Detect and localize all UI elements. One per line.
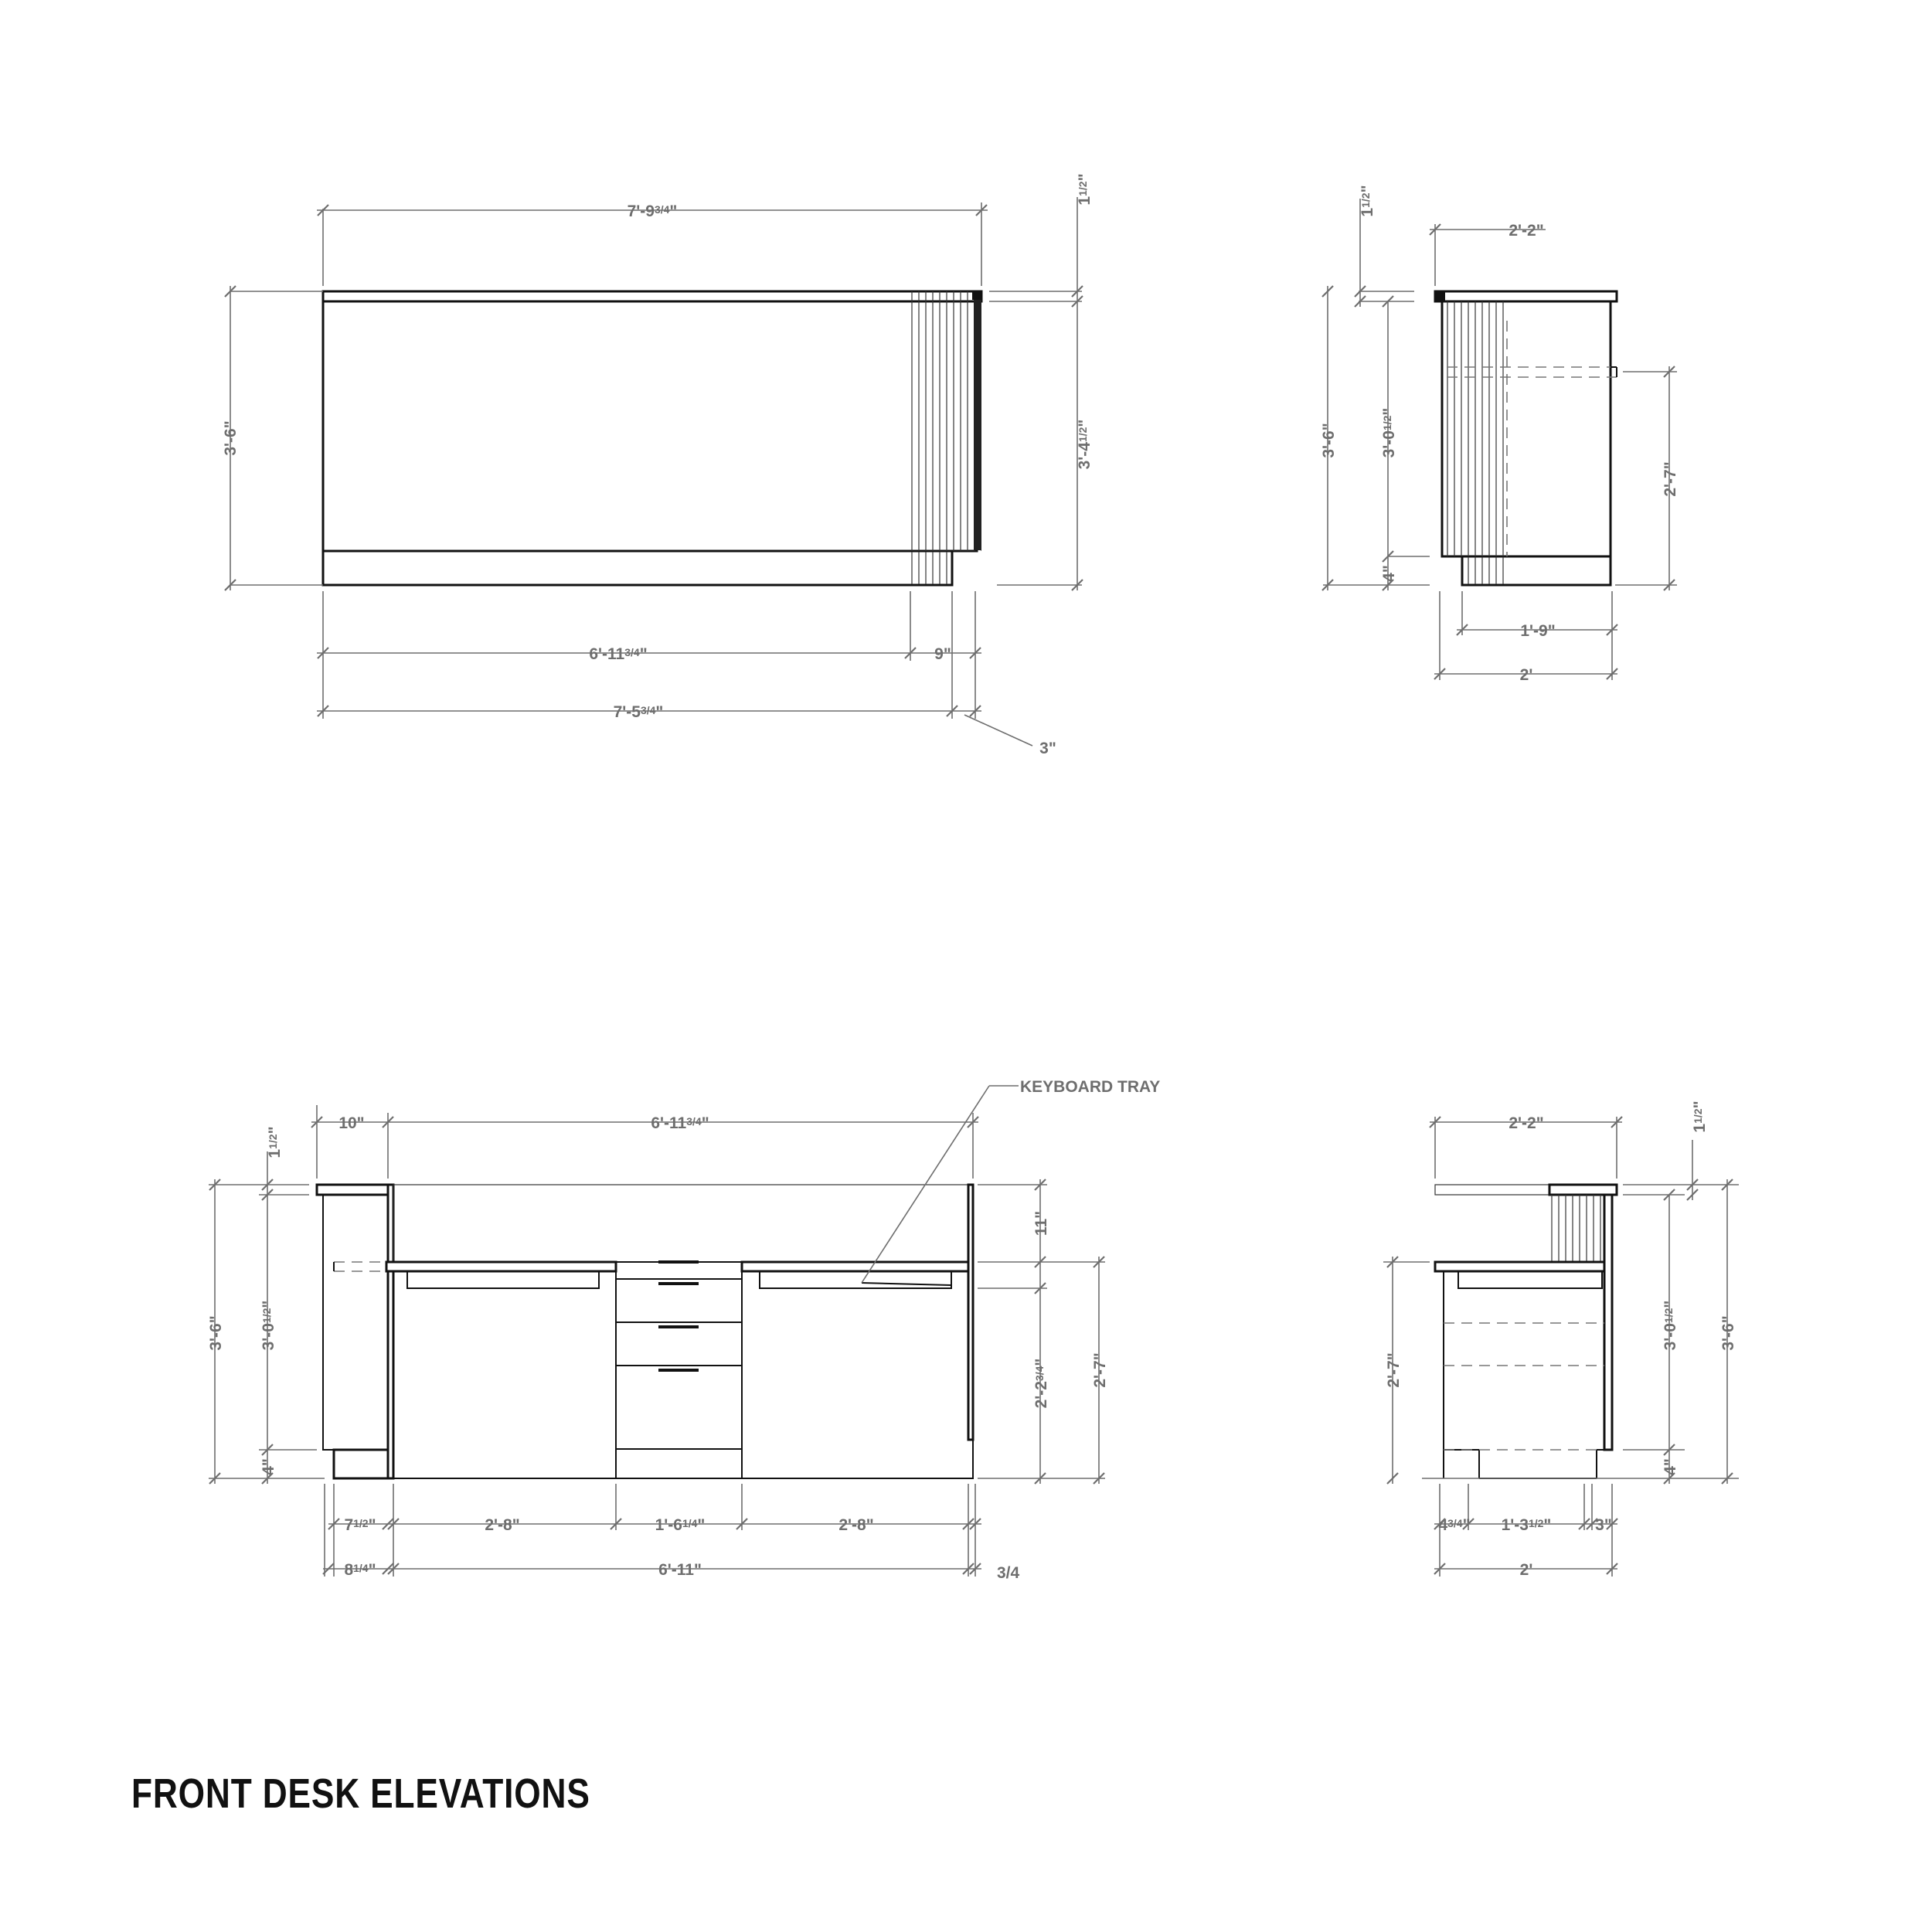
svg-text:71/2": 71/2": [344, 1516, 376, 1534]
dim-sb-height: 3'-6": [1719, 1315, 1737, 1351]
dim-sb-panel: 3": [1595, 1516, 1612, 1534]
dim-back-return-base: 7: [344, 1516, 354, 1534]
dim-back-drawer-bay-frac: 1/4: [682, 1517, 698, 1529]
dim-sb-setback: 4: [1438, 1516, 1448, 1534]
dim-front-base-frac: 3/4: [624, 646, 640, 658]
side-elevation-back: [1435, 1185, 1617, 1478]
dim-sb-body: 3'-0: [1662, 1323, 1679, 1351]
svg-text:11/2": 11/2": [266, 1126, 284, 1158]
sheet-title: FRONT DESK ELEVATIONS: [131, 1770, 590, 1817]
dim-sb-depth: 2': [1519, 1561, 1533, 1579]
dim-side-body: 3'-0: [1380, 430, 1398, 458]
dim-back-bay-left: 2'-8": [485, 1516, 520, 1534]
dim-front-fluted: 9": [934, 645, 951, 663]
dim-back-work: 6'-11: [651, 1114, 687, 1132]
dim-back-top-frac: 1/2: [267, 1134, 279, 1149]
svg-text:43/4": 43/4": [1438, 1516, 1471, 1534]
dim-sb-base-depth-frac: 1/2: [1528, 1517, 1544, 1529]
dim-back-knee-frac: 3/4: [1033, 1366, 1046, 1382]
dim-back-drawer-bay: 1'-6: [655, 1516, 682, 1534]
svg-text:11/2": 11/2": [1691, 1100, 1709, 1133]
dim-back-work-height: 2'-7": [1091, 1352, 1109, 1388]
dim-side-body-frac: 1/2: [1381, 415, 1393, 431]
dim-sb-toekick: 4": [1662, 1458, 1679, 1475]
svg-text:11/2": 11/2": [1076, 173, 1094, 206]
dim-overall-top-frac: 3/4: [654, 203, 670, 216]
dim-sb-top-frac: 1/2: [1692, 1108, 1704, 1124]
dim-back-bay-right: 2'-8": [838, 1516, 874, 1534]
dim-front-overhang: 3": [1039, 740, 1056, 757]
svg-text:3'-41/2": 3'-41/2": [1076, 419, 1094, 470]
dim-side-base-depth: 1'-9": [1520, 622, 1556, 640]
svg-text:1'-61/4": 1'-61/4": [655, 1516, 706, 1534]
dim-side-depth: 2': [1519, 666, 1533, 684]
dim-front-overall-bottom: 7'-5: [613, 703, 641, 721]
svg-text:7'-53/4": 7'-53/4": [613, 703, 664, 721]
svg-text:1'-31/2": 1'-31/2": [1501, 1516, 1552, 1534]
dim-back-work-frac: 3/4: [686, 1115, 702, 1128]
dim-back-return-overall: 8: [344, 1561, 354, 1579]
dim-sb-top: 1: [1691, 1123, 1709, 1133]
svg-text:3'-01/2": 3'-01/2": [1380, 407, 1398, 458]
dim-sb-base-depth: 1'-3: [1501, 1516, 1529, 1534]
dim-back-body: 3'-0: [260, 1323, 277, 1351]
dim-back-body-frac: 1/2: [260, 1308, 273, 1324]
dim-front-overall-bottom-frac: 3/4: [640, 704, 656, 716]
back-dimensions: [207, 1078, 1160, 1582]
dim-side-width: 2'-2": [1509, 222, 1544, 240]
dim-back-return-base-frac: 1/2: [353, 1517, 369, 1529]
svg-text:81/4": 81/4": [344, 1561, 376, 1579]
dim-back-base-overall: 6'-11": [658, 1561, 702, 1579]
dim-sb-body-frac: 1/2: [1662, 1308, 1675, 1324]
svg-text:11/2": 11/2": [1359, 185, 1376, 217]
svg-text:6'-113/4": 6'-113/4": [589, 645, 648, 663]
dim-overall-top: 7'-9: [627, 202, 655, 220]
svg-text:6'-113/4": 6'-113/4": [651, 1114, 709, 1132]
keyboard-tray-callout: KEYBOARD TRAY: [1020, 1078, 1161, 1096]
dim-front-top: 1: [1076, 196, 1094, 206]
dim-side-tray: 2'-7": [1662, 461, 1679, 497]
dim-front-height: 3'-6": [222, 420, 240, 456]
svg-text:2'-23/4": 2'-23/4": [1032, 1358, 1050, 1409]
dim-sb-setback-frac: 3/4: [1447, 1517, 1463, 1529]
dim-back-toekick: 4": [260, 1458, 277, 1475]
dim-back-return-overall-frac: 1/4: [353, 1562, 369, 1574]
svg-text:3'-01/2": 3'-01/2": [1662, 1300, 1679, 1351]
dim-side-top: 1: [1359, 207, 1376, 217]
dim-front-top-frac: 1/2: [1077, 181, 1089, 196]
dim-front-base: 6'-11: [589, 645, 625, 663]
dim-side-top-frac: 1/2: [1359, 192, 1372, 208]
front-elevation: [323, 291, 981, 585]
side-elevation-front: [1435, 291, 1617, 585]
dim-back-top: 1: [266, 1148, 284, 1158]
dim-back-end-panel: 3/4: [997, 1564, 1020, 1582]
dim-sb-width: 2'-2": [1509, 1114, 1544, 1132]
dim-back-height: 3'-6": [207, 1315, 225, 1351]
dim-front-panel-frac: 1/2: [1077, 427, 1089, 443]
dim-back-knee: 2'-2: [1032, 1381, 1050, 1409]
dim-sb-work-height: 2'-7": [1385, 1352, 1403, 1388]
svg-text:7'-93/4": 7'-93/4": [627, 202, 678, 220]
dim-side-toekick: 4": [1380, 565, 1398, 582]
dim-back-upper-gap: 11": [1032, 1210, 1050, 1236]
dim-back-return: 10": [338, 1114, 365, 1132]
side-back-dimensions: [1383, 1100, 1739, 1579]
back-elevation: [317, 1185, 973, 1478]
dim-front-panel: 3'-4: [1076, 442, 1094, 470]
svg-text:3'-01/2": 3'-01/2": [260, 1300, 277, 1351]
dim-side-height: 3'-6": [1320, 423, 1338, 458]
